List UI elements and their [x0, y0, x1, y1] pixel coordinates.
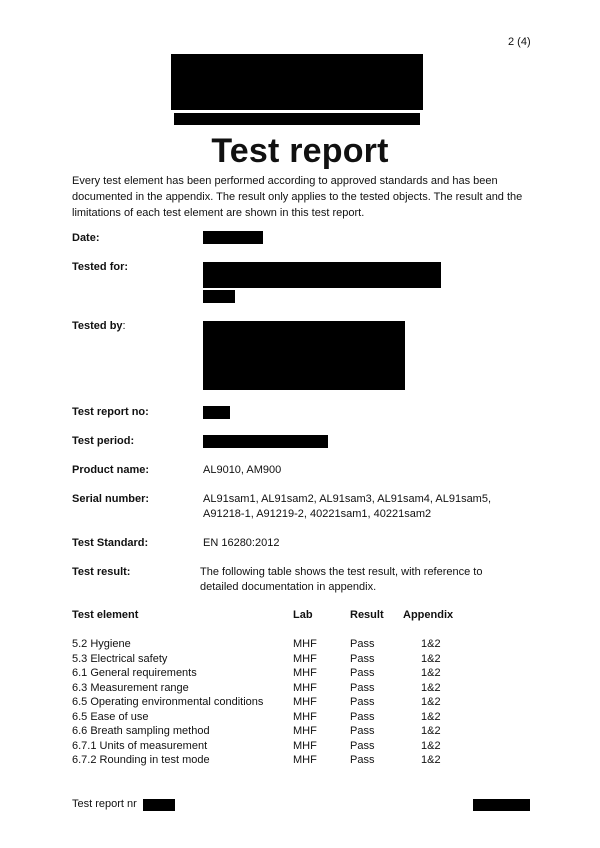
- date-label: Date:: [72, 232, 100, 244]
- tested-for-label: Tested for:: [72, 261, 129, 273]
- row-appendix: 1&2: [421, 696, 441, 708]
- row-appendix: 1&2: [421, 667, 441, 679]
- intro-paragraph: Every test element has been performed according to approved standards and has been documented in the appendix. The result only applies to the tested objects. The result and the limitations of each test element are shown in this test report.: [72, 175, 523, 219]
- redacted-date: [203, 231, 263, 244]
- results-table-body: [72, 638, 492, 769]
- table-row: [72, 725, 492, 740]
- product-name-value: AL9010, AM900: [203, 464, 282, 476]
- serial-number-line-2: A91218-1, A91219-2, 40221sam1, 40221sam2: [203, 508, 432, 520]
- test-standard-label: Test Standard:: [72, 537, 149, 549]
- table-row: [72, 740, 492, 755]
- row-appendix: 1&2: [421, 681, 441, 694]
- row-result: Pass: [350, 710, 375, 723]
- page-number: 2 (4): [508, 36, 531, 48]
- footer-report-nr-label: Test report nr: [72, 798, 137, 810]
- row-test-element: 6.7.1 Units of measurement: [72, 739, 208, 752]
- row-result: Pass: [350, 739, 375, 752]
- row-appendix: 1&2: [421, 754, 441, 766]
- row-test-element: 5.3 Electrical safety: [72, 652, 168, 665]
- redacted-report-no: [203, 406, 230, 419]
- test-result-label: Test result:: [72, 566, 131, 578]
- test-result-value: [200, 565, 510, 595]
- row-test-element: 6.5 Operating environmental conditions: [72, 696, 264, 708]
- row-test-element: 6.3 Measurement range: [72, 681, 189, 694]
- tested-by-label: Tested by:: [72, 320, 126, 332]
- row-result: Pass: [350, 754, 375, 766]
- serial-number-value: [203, 492, 523, 522]
- row-result: Pass: [350, 638, 375, 650]
- row-lab: MHF: [293, 681, 317, 694]
- row-result: Pass: [350, 681, 375, 694]
- row-lab: MHF: [293, 754, 317, 766]
- redacted-tested-for: [203, 262, 441, 288]
- serial-number-line-1: AL91sam1, AL91sam2, AL91sam3, AL91sam4, AL91sam5,: [203, 493, 492, 505]
- row-result: Pass: [350, 652, 375, 665]
- table-row: [72, 711, 492, 726]
- redacted-footer-right: [473, 799, 530, 811]
- row-result: Pass: [350, 667, 375, 679]
- row-appendix: 1&2: [421, 725, 441, 737]
- row-lab: MHF: [293, 667, 317, 679]
- test-result-line-2: detailed documentation in appendix.: [200, 581, 377, 593]
- report-no-label: Test report no:: [72, 406, 149, 418]
- page-title: Test report: [211, 132, 389, 170]
- redacted-tested-for-extra: [203, 290, 235, 303]
- row-lab: MHF: [293, 638, 317, 650]
- row-appendix: 1&2: [421, 638, 441, 650]
- redacted-footer-report-nr: [143, 799, 175, 811]
- row-appendix: 1&2: [421, 710, 441, 723]
- row-lab: MHF: [293, 739, 317, 752]
- row-test-element: 6.1 General requirements: [72, 667, 197, 679]
- row-result: Pass: [350, 725, 375, 737]
- redacted-test-period: [203, 435, 328, 448]
- table-row: [72, 667, 492, 682]
- table-row: [72, 696, 492, 711]
- redacted-subtitle: [174, 113, 420, 125]
- table-row: [72, 653, 492, 668]
- row-test-element: 6.5 Ease of use: [72, 710, 149, 723]
- row-test-element: 5.2 Hygiene: [72, 638, 131, 650]
- table-header-lab: Lab: [293, 609, 313, 621]
- row-test-element: 6.7.2 Rounding in test mode: [72, 754, 210, 766]
- test-standard-value: EN 16280:2012: [203, 537, 280, 549]
- table-row: [72, 754, 492, 769]
- row-lab: MHF: [293, 710, 317, 723]
- row-result: Pass: [350, 696, 375, 708]
- serial-number-label: Serial number:: [72, 493, 150, 505]
- table-header-result: Result: [350, 609, 384, 621]
- row-lab: MHF: [293, 652, 317, 665]
- row-lab: MHF: [293, 725, 317, 737]
- table-header-test-element: Test element: [72, 609, 139, 621]
- redacted-logo: [171, 54, 423, 110]
- table-header-appendix: Appendix: [403, 609, 454, 621]
- test-result-line-1: The following table shows the test result, with reference to: [200, 566, 483, 578]
- row-test-element: 6.6 Breath sampling method: [72, 725, 210, 737]
- row-lab: MHF: [293, 696, 317, 708]
- product-name-label: Product name:: [72, 464, 150, 476]
- test-period-label: Test period:: [72, 435, 135, 447]
- table-row: [72, 638, 492, 653]
- redacted-tested-by: [203, 321, 405, 390]
- row-appendix: 1&2: [421, 739, 441, 752]
- table-row: [72, 682, 492, 697]
- row-appendix: 1&2: [421, 652, 441, 665]
